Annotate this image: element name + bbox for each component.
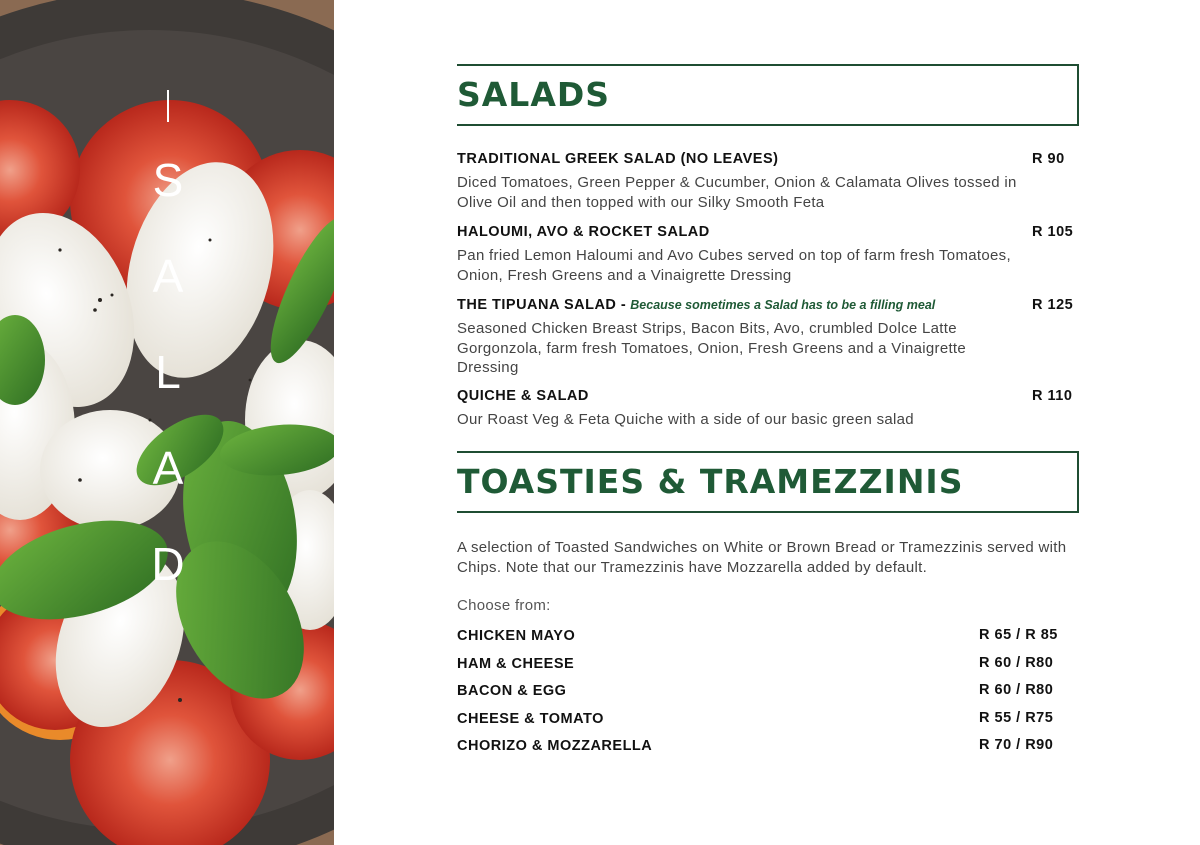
item-name: THE TIPUANA SALAD -: [457, 297, 627, 313]
menu-item: [457, 224, 1077, 285]
item-price: R 60 / R80: [979, 682, 1054, 698]
vertical-letter: S: [152, 154, 184, 206]
item-name: QUICHE & SALAD: [457, 388, 589, 404]
item-price: R 60 / R80: [979, 654, 1054, 671]
menu-content: [457, 0, 1097, 845]
vertical-letter: A: [152, 442, 184, 494]
item-name: TRADITIONAL GREEK SALAD (NO LEAVES): [457, 151, 779, 167]
salads-heading: SALADS: [457, 75, 611, 114]
item-name: CHORIZO & MOZZARELLA: [457, 738, 653, 754]
toasties-intro: A selection of Toasted Sandwiches on White or Brown Bread or Tramezzinis served with Chips. Note that our Tramezzinis have Mozzarella added by default.: [457, 539, 1067, 576]
item-price: R 110: [1032, 388, 1073, 404]
item-price: R 90: [1032, 151, 1065, 167]
toasties-heading: TOASTIES & TRAMEZZINIS: [457, 462, 964, 501]
item-description: Seasoned Chicken Breast Strips, Bacon Bits, Avo, crumbled Dolce Latte Gorgonzola, farm fresh Tomatoes, Onion, Fresh Greens and a Vinaigrette Dressing: [457, 320, 967, 376]
item-name: BACON & EGG: [457, 683, 567, 699]
item-name: CHEESE & TOMATO: [457, 710, 604, 727]
item-price: R 65 / R 85: [979, 627, 1058, 643]
salad-photo-panel: [0, 0, 334, 845]
toasties-section-banner: [457, 451, 1079, 513]
vertical-letter: D: [151, 538, 185, 590]
item-name: HALOUMI, AVO & ROCKET SALAD: [457, 224, 710, 240]
item-name: CHICKEN MAYO: [457, 628, 576, 644]
menu-item: [457, 151, 1077, 212]
item-price: R 55 / R75: [979, 709, 1054, 726]
menu-item: [457, 297, 1077, 378]
list-item: [457, 627, 1077, 655]
item-description: Diced Tomatoes, Green Pepper & Cucumber, Onion & Calamata Olives tossed in Olive Oil and then topped with our Silky Smooth Feta: [457, 174, 1017, 211]
vertical-salad-title: [140, 154, 196, 612]
list-item: [457, 710, 1077, 738]
vertical-rule: [167, 90, 169, 122]
item-price: R 70 / R90: [979, 737, 1054, 753]
item-price: R 125: [1032, 297, 1074, 313]
item-price: R 105: [1032, 224, 1074, 240]
item-name: HAM & CHEESE: [457, 655, 575, 672]
choose-label: Choose from:: [457, 597, 551, 614]
list-item: [457, 655, 1077, 683]
item-description: Our Roast Veg & Feta Quiche with a side of our basic green salad: [457, 411, 914, 428]
item-description: Pan fried Lemon Haloumi and Avo Cubes served on top of farm fresh Tomatoes, Onion, Fresh Greens and a Vinaigrette Dressing: [457, 247, 1011, 284]
toasties-list: [457, 627, 1077, 765]
list-item: [457, 682, 1077, 710]
vertical-letter: L: [155, 346, 181, 398]
vertical-letter: A: [152, 250, 184, 302]
list-item: [457, 737, 1077, 765]
menu-item: [457, 388, 1077, 430]
salads-section-banner: [457, 64, 1079, 126]
item-tagline: Because sometimes a Salad has to be a filling meal: [630, 298, 936, 312]
